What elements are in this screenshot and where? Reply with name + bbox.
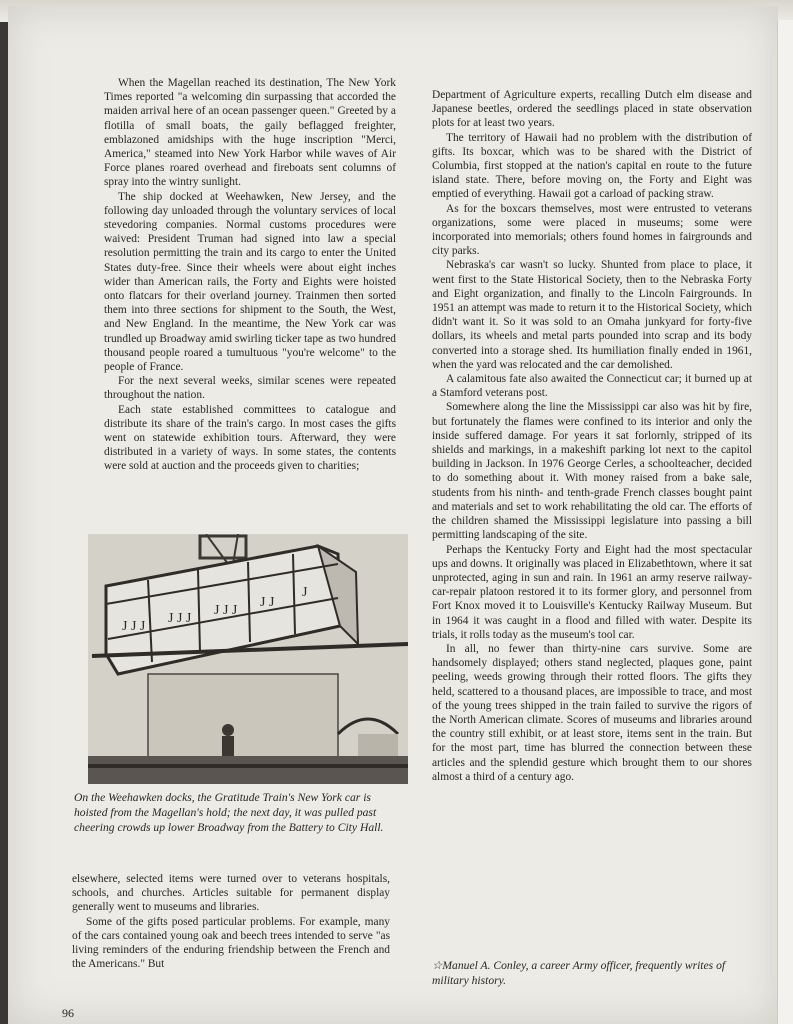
paragraph: Department of Agriculture experts, recalling Dutch elm disease and Japanese beetles, ordered the seedlings placed in state observation plots for at least two years. [432,89,752,130]
figure-caption: On the Weehawken docks, the Gratitude Train's New York car is hoisted from the Magellan's hold; the next day, it was pulled past cheering crowds up lower Broadway from the Battery to City Hall. [74,791,384,834]
paragraph: As for the boxcars themselves, most were entrusted to veterans organizations, some were placed in museums; some were incorporated into memorials; others found homes in fairgrounds and city parks. [432,202,752,258]
paragraph: The territory of Hawaii had no problem with the distribution of gifts. Its boxcar, which was to be shared with the District of Columbia, first stopped at the nation's capital en route to the future island state. There, before moving on, the Forty and Eight was emptied of everything. Hawaii got a carload of packing straw. [432,131,752,201]
page-right-edge [777,20,793,1024]
svg-text:J J J: J J J [214,603,238,618]
left-column-top [104,76,396,474]
photo-boxcar-hoisted [88,534,408,784]
boxcar-photo-graphic [88,534,408,784]
paragraph: Some of the gifts posed particular problems. For example, many of the cars contained young oak and beech trees intended to serve "as living reminders of the enduring friendship between the French and the Americans." But [72,915,390,971]
paragraph: Perhaps the Kentucky Forty and Eight had the most spectacular ups and downs. It originally was placed in Elizabethtown, where it sat unprotected, aging in sun and rain. In 1961 an army reserve railway-car-repair platoon restored it to its former glory, and personnel from Fort Knox moved it to Louisville's Kentucky Railway Museum. But in 1964 it was caught in a flood and filled with water. Despite its trials, it rolls today as the museum's tool car. [432,543,752,641]
page-number: 96 [62,1006,74,1020]
svg-text:J: J [302,585,308,600]
paragraph: A calamitous fate also awaited the Connecticut car; it burned up at a Stamford veterans post. [432,373,752,400]
left-column-bottom [72,872,390,971]
author-byline: ☆Manuel A. Conley, a career Army officer, frequently writes of military history. [432,959,726,987]
paragraph: Nebraska's car wasn't so lucky. Shunted from place to place, it went first to the State Historical Society, then to the Nebraska Forty and Eight organization, and finally to the Lincoln Fairgrounds. In 1951 an attempt was made to return it to the Historical Society, which didn't want it. So it was sold to an Omaha junkyard for forty-five dollars, its wheels and metal parts pounded into scrap and its body converted into a storage shed. Its humiliation finally ended in 1961, when the yard was relocated and the car demolished. [432,259,752,371]
paragraph: Somewhere along the line the Mississippi car also was hit by fire, but fortunately the flames were confined to its interior and only the inside suffered damage. For years it sat forlornly, stripped of its shields and markings, in a makeshift parking lot next to the capitol building in Jackson. In 1976 George Cerles, a schoolteacher, decided to do something about it. With money raised from a bake sale, students from his ninth- and tenth-grade French classes bought paint and materials and set to work rehabilitating the old car. The efforts of the children shamed the Mississippi legislature into passing a bill permitting landscaping of the site. [432,401,752,542]
svg-text:J J: J J [260,595,275,610]
paragraph: For the next several weeks, similar scenes were repeated throughout the nation. [104,375,396,402]
svg-text:J J J: J J J [168,611,192,626]
paragraph: When the Magellan reached its destination, The New York Times reported "a welcoming din surpassing that accorded the maiden arrival here of an ocean passenger queen." Greeted by a flotilla of small boats, the gaily beflagged freighter, emblazoned amidships with the huge inscription "Merci, America," steamed into New York Harbor while waves of Air Force planes roared overhead and fireboats sent columns of spray into the wintry sunlight. [104,77,396,189]
paragraph: The ship docked at Weehawken, New Jersey, and the following day unloaded through the voluntary services of local stevedoring companies. Normal customs procedures were waived: President Truman had signed into law a special resolution permitting the train and its cargo to enter the United States duty-free. Since their wheels were about eight inches wider than American rails, the Forty and Eights were hoisted onto flatcars for their overland journey. Trainmen then sorted them into three sections for shipment to the South, the West, and New England. In the meantime, the New York car was trundled up Broadway amid swirling ticker tape as two hundred thousand people roared a tumultuous "you're welcome" to the people of France. [104,190,396,374]
paragraph: In all, no fewer than thirty-nine cars survive. Some are handsomely displayed; others stand neglected, plaques gone, paint peeling, weeds growing through their rotted floors. The gifts they held, scattered to a thousand places, are impossible to trace, and most of the young trees shipped in the train failed to survive the rigors of the North American climate. Scores of museums and libraries around the country still exhibit, or at least store, items sent in the train. But for the most part, time has blurred the connection between these articles and the splendid gesture which brought them to our shores almost a third of a century ago. [432,642,752,783]
svg-text:J J J: J J J [122,619,146,634]
right-column [432,88,752,784]
paragraph: elsewhere, selected items were turned over to veterans hospitals, schools, and churches. Articles suitable for permanent display generally went to museums and libraries. [72,873,390,914]
paragraph: Each state established committees to catalogue and distribute its share of the train's cargo. In most cases the gifts went on statewide exhibition tours. Afterward, they were distributed in a variety of ways. In some states, the contents were sold at auction and the proceeds given to charities; [104,403,396,473]
